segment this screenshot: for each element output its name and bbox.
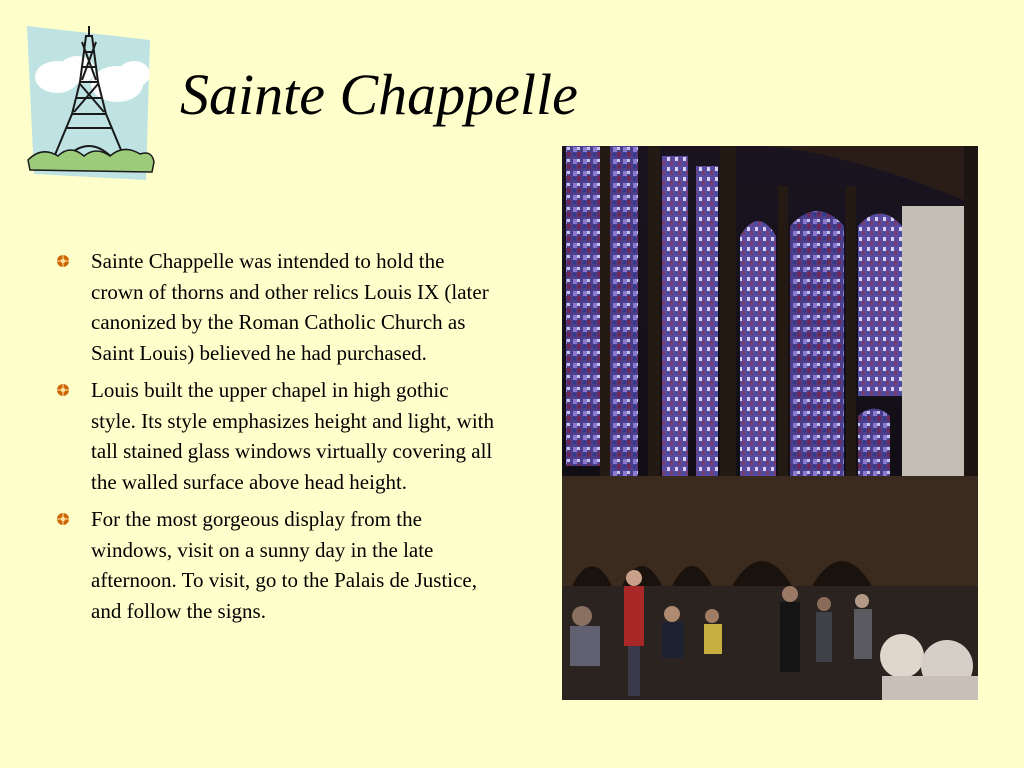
sainte-chapelle-photo bbox=[562, 146, 978, 700]
bullet-item bbox=[56, 375, 496, 497]
bullet-disc-icon bbox=[56, 512, 70, 526]
eiffel-tower-icon bbox=[22, 22, 157, 182]
bullet-disc-icon bbox=[56, 383, 70, 397]
bullet-text: Sainte Chappelle was intended to hold the crown of thorns and other relics Louis IX (later canonized by the Roman Catholic Church as Saint Louis) believed he had purchased. bbox=[91, 249, 489, 365]
bullet-item bbox=[56, 504, 496, 626]
slide-title: Sainte Chappelle bbox=[180, 62, 578, 127]
bullet-list bbox=[56, 246, 496, 633]
bullet-text: For the most gorgeous display from the windows, visit on a sunny day in the late afternoon. To visit, go to the Palais de Justice, and follow the signs. bbox=[91, 507, 477, 623]
bullet-item bbox=[56, 246, 496, 368]
bullet-disc-icon bbox=[56, 254, 70, 268]
bullet-text: Louis built the upper chapel in high gothic style. Its style emphasizes height and light, with tall stained glass windows virtually covering all the walled surface above head height. bbox=[91, 378, 495, 494]
